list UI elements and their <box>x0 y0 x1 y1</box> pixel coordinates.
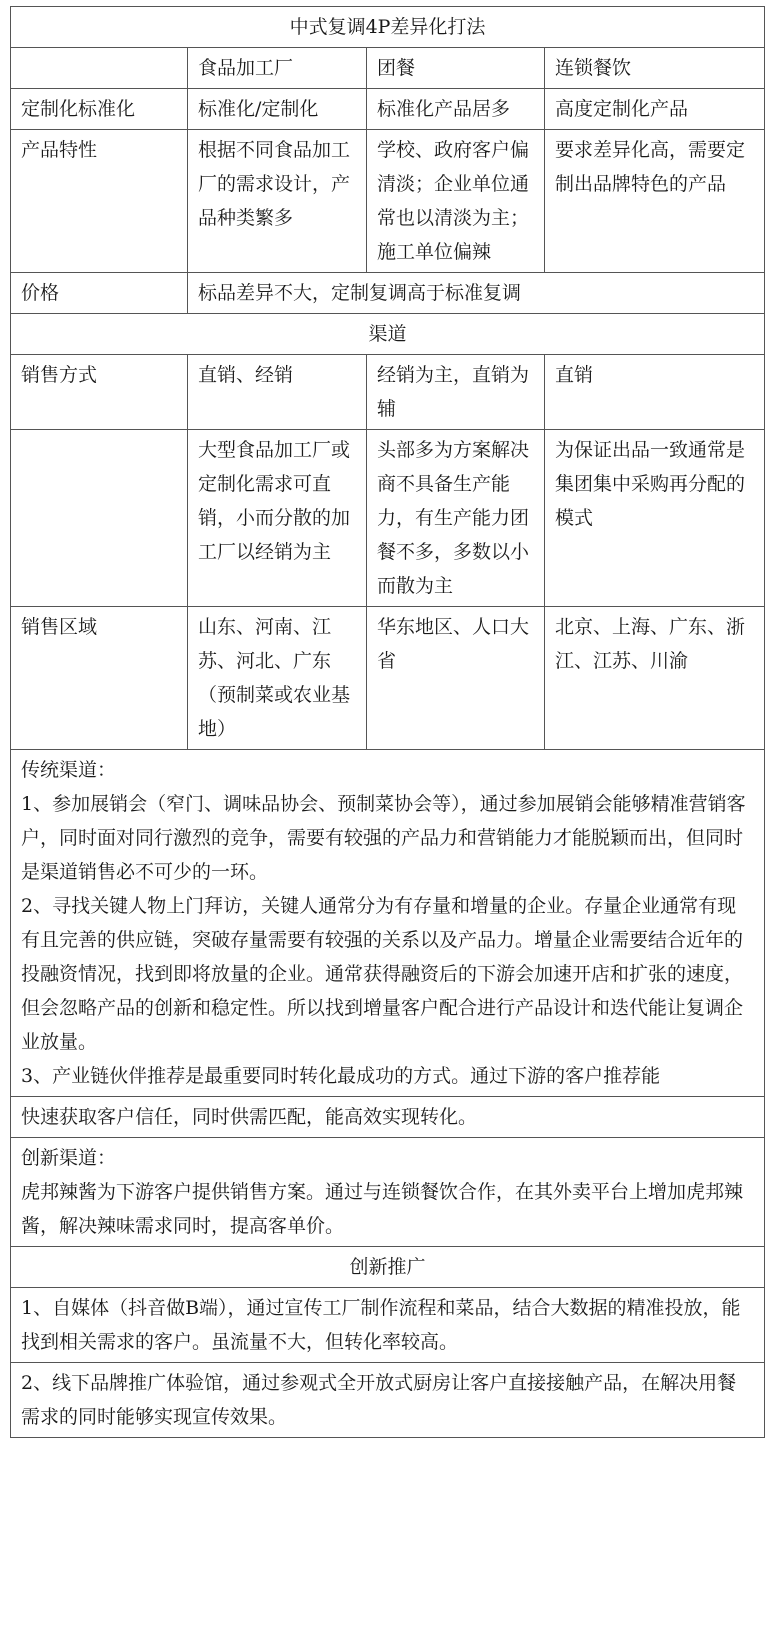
table-row <box>11 430 765 607</box>
table-cell: 华东地区、人口大省 <box>367 607 545 750</box>
table-cell: 高度定制化产品 <box>545 89 765 130</box>
paragraph: 1、自媒体（抖音做B端），通过宣传工厂制作流程和菜品，结合大数据的精准投放，能找到相关需求的客户。虽流量不大，但转化率较高。 <box>11 1288 765 1363</box>
promo-row <box>11 1363 765 1438</box>
section-header: 渠道 <box>11 314 765 355</box>
section-header: 创新推广 <box>11 1247 765 1288</box>
column-header-row <box>11 48 765 89</box>
table-cell: 为保证出品一致通常是集团集中采购再分配的模式 <box>545 430 765 607</box>
table-row <box>11 355 765 430</box>
column-header: 食品加工厂 <box>188 48 367 89</box>
row-label: 定制化标准化 <box>11 89 188 130</box>
table-cell: 要求差异化高，需要定制出品牌特色的产品 <box>545 130 765 273</box>
table-cell: 山东、河南、江苏、河北、广东（预制菜或农业基地） <box>188 607 367 750</box>
promo-row <box>11 1288 765 1363</box>
innovative-channel-cell <box>11 1138 765 1247</box>
table-cell: 大型食品加工厂或定制化需求可直销，小而分散的加工厂以经销为主 <box>188 430 367 607</box>
promo-header-row <box>11 1247 765 1288</box>
row-label: 产品特性 <box>11 130 188 273</box>
table-row <box>11 607 765 750</box>
table-cell: 北京、上海、广东、浙江、江苏、川渝 <box>545 607 765 750</box>
traditional-channel-cell <box>11 750 765 1097</box>
column-header: 团餐 <box>367 48 545 89</box>
differentiation-table <box>10 6 765 1438</box>
table-row <box>11 89 765 130</box>
row-label <box>11 430 188 607</box>
paragraph: 快速获取客户信任，同时供需匹配，能高效实现转化。 <box>11 1097 765 1138</box>
traditional-channel-row <box>11 750 765 1097</box>
title-row <box>11 7 765 48</box>
channel-header-row <box>11 314 765 355</box>
table-cell: 头部多为方案解决商不具备生产能力，有生产能力团餐不多，多数以小而散为主 <box>367 430 545 607</box>
table-cell: 学校、政府客户偏清淡；企业单位通常也以清淡为主；施工单位偏辣 <box>367 130 545 273</box>
paragraph: 2、寻找关键人物上门拜访，关键人通常分为有存量和增量的企业。存量企业通常有现有且完善的供应链，突破存量需要有较强的关系以及产品力。增量企业需要结合近年的投融资情况，找到即将放量的企业。通常获得融资后的下游会加速开店和扩张的速度，但会忽略产品的创新和稳定性。所以找到增量客户配合进行产品设计和迭代能让复调企业放量。 <box>21 895 744 1053</box>
paragraph: 2、线下品牌推广体验馆，通过参观式全开放式厨房让客户直接接触产品，在解决用餐需求的同时能够实现宣传效果。 <box>11 1363 765 1438</box>
traditional-channel-row-cont <box>11 1097 765 1138</box>
row-label: 销售区域 <box>11 607 188 750</box>
table-cell: 根据不同食品加工厂的需求设计，产品种类繁多 <box>188 130 367 273</box>
traditional-heading: 传统渠道： <box>21 759 117 781</box>
innovative-heading: 创新渠道： <box>21 1147 117 1169</box>
table-row <box>11 130 765 273</box>
table-cell: 标准化/定制化 <box>188 89 367 130</box>
table-cell: 直销 <box>545 355 765 430</box>
table-cell: 直销、经销 <box>188 355 367 430</box>
table-cell: 标准化产品居多 <box>367 89 545 130</box>
price-row <box>11 273 765 314</box>
innovative-channel-row <box>11 1138 765 1247</box>
row-label: 价格 <box>11 273 188 314</box>
table-title: 中式复调4P差异化打法 <box>11 7 765 48</box>
table-cell: 经销为主，直销为辅 <box>367 355 545 430</box>
column-header: 连锁餐饮 <box>545 48 765 89</box>
row-label: 销售方式 <box>11 355 188 430</box>
empty-header-cell <box>11 48 188 89</box>
document-table-container <box>10 6 764 1646</box>
paragraph: 虎邦辣酱为下游客户提供销售方案。通过与连锁餐饮合作，在其外卖平台上增加虎邦辣酱，解决辣味需求同时，提高客单价。 <box>21 1181 744 1237</box>
paragraph: 3、产业链伙伴推荐是最重要同时转化最成功的方式。通过下游的客户推荐能 <box>21 1065 661 1087</box>
price-text: 标品差异不大，定制复调高于标准复调 <box>188 273 765 314</box>
paragraph: 1、参加展销会（窄门、调味品协会、预制菜协会等），通过参加展销会能够精准营销客户，同时面对同行激烈的竞争，需要有较强的产品力和营销能力才能脱颖而出，但同时是渠道销售必不可少的一环。 <box>21 793 746 883</box>
